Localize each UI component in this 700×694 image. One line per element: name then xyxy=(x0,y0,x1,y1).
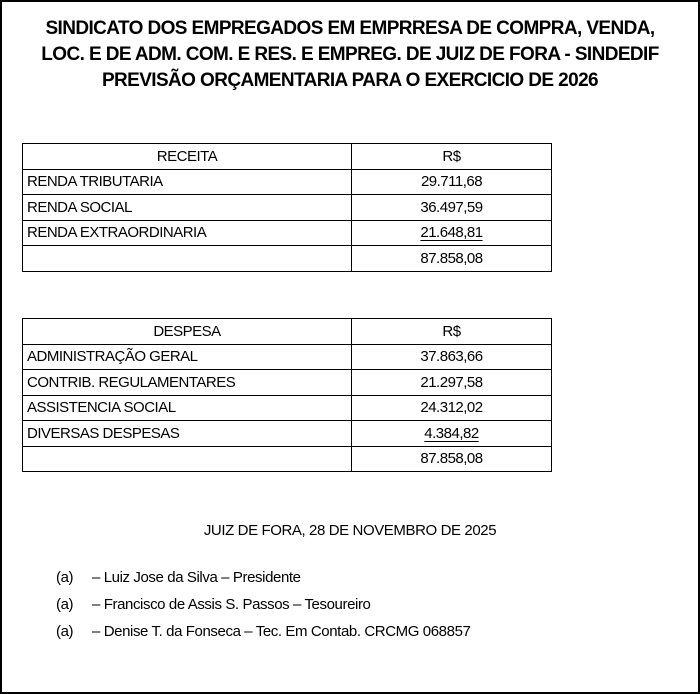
table-row xyxy=(23,169,552,195)
despesa-table xyxy=(22,318,552,472)
signature-list xyxy=(56,567,470,648)
table-header-row xyxy=(23,319,552,345)
row-value: 21.297,58 xyxy=(352,370,552,396)
row-value: 29.711,68 xyxy=(352,169,552,195)
signature-line xyxy=(56,594,470,621)
row-label: RENDA TRIBUTARIA xyxy=(23,169,352,195)
header-line-3: PREVISÃO ORÇAMENTARIA PARA O EXERCICIO DE 2026 xyxy=(101,70,599,91)
table-row xyxy=(23,220,552,246)
signature-mark: (a) xyxy=(56,596,74,613)
total-row xyxy=(23,446,552,472)
table-row xyxy=(23,195,552,221)
row-value: 21.648,81 xyxy=(420,224,483,242)
row-value: 24.312,02 xyxy=(352,395,552,421)
signature-line xyxy=(56,621,470,648)
row-label: RENDA EXTRAORDINARIA xyxy=(23,220,352,246)
signature-line xyxy=(56,567,470,594)
signature-text: – Denise T. da Fonseca – Tec. Em Contab. CRCMG 068857 xyxy=(92,623,471,640)
table-row xyxy=(23,421,552,447)
total-label-empty xyxy=(23,246,352,272)
row-value: 37.863,66 xyxy=(352,344,552,370)
column-header-currency: R$ xyxy=(352,144,552,170)
row-label: ADMINISTRAÇÃO GERAL xyxy=(23,344,352,370)
table-row xyxy=(23,370,552,396)
row-label: ASSISTENCIA SOCIAL xyxy=(23,395,352,421)
table-row xyxy=(23,395,552,421)
date-line: JUIZ DE FORA, 28 DE NOVEMBRO DE 2025 xyxy=(203,522,497,539)
table-header-row xyxy=(23,144,552,170)
column-header-receita: RECEITA xyxy=(23,144,352,170)
row-value: 36.497,59 xyxy=(352,195,552,221)
total-label-empty xyxy=(23,446,352,472)
row-label: CONTRIB. REGULAMENTARES xyxy=(23,370,352,396)
total-row xyxy=(23,246,552,272)
row-value: 4.384,82 xyxy=(424,424,479,442)
row-value-wrap xyxy=(352,220,552,246)
header-line-1: SINDICATO DOS EMPREGADOS EM EMPRRESA DE COMPRA, VENDA, xyxy=(45,18,655,39)
row-label: DIVERSAS DESPESAS xyxy=(23,421,352,447)
signature-text: – Francisco de Assis S. Passos – Tesoureiro xyxy=(92,596,371,613)
total-value: 87.858,08 xyxy=(352,246,552,272)
signature-text: – Luiz Jose da Silva – Presidente xyxy=(92,569,301,586)
table-row xyxy=(23,344,552,370)
total-value: 87.858,08 xyxy=(352,446,552,472)
signature-mark: (a) xyxy=(56,623,74,640)
row-value-wrap xyxy=(352,421,552,447)
header-line-2: LOC. E DE ADM. COM. E RES. E EMPREG. DE JUIZ DE FORA - SINDEDIF xyxy=(41,44,659,65)
column-header-currency: R$ xyxy=(352,319,552,345)
receita-table xyxy=(22,143,552,272)
signature-mark: (a) xyxy=(56,569,74,586)
column-header-despesa: DESPESA xyxy=(23,319,352,345)
notice-header xyxy=(2,16,698,94)
row-label: RENDA SOCIAL xyxy=(23,195,352,221)
